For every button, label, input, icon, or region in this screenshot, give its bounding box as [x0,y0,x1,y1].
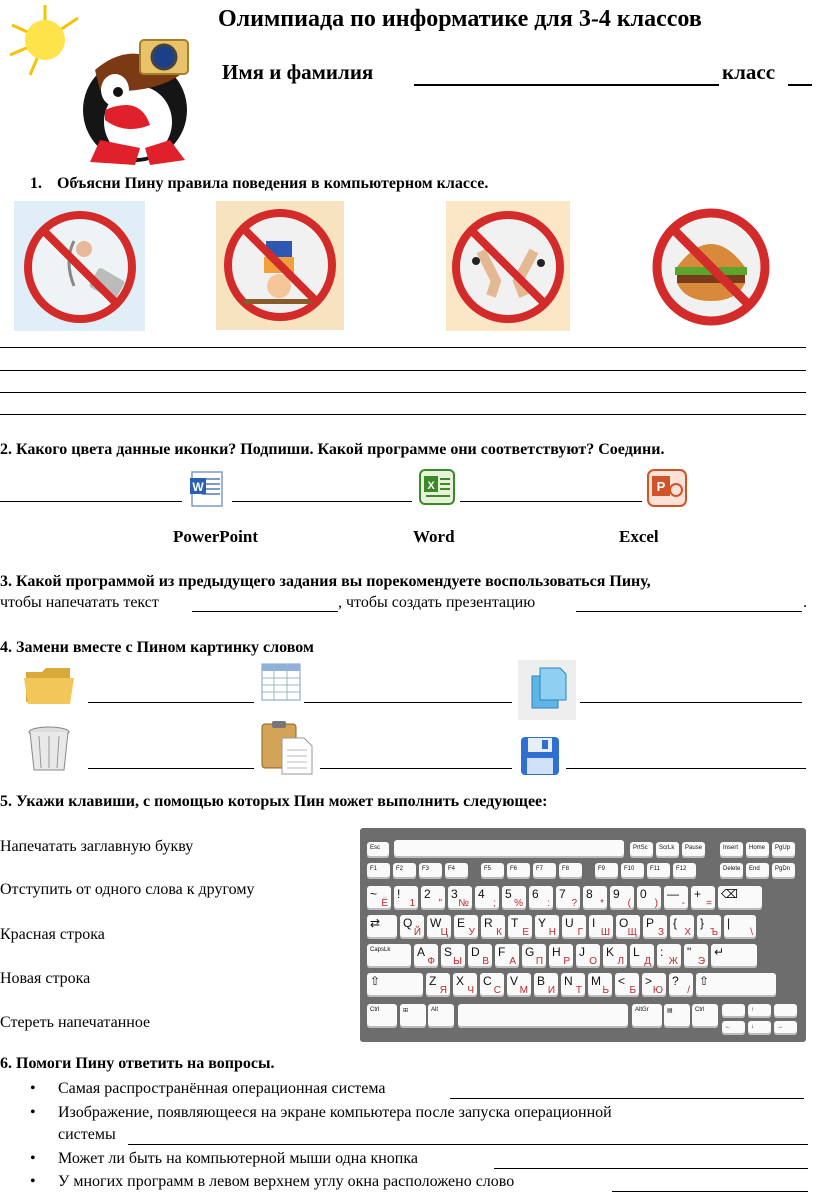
key-row4-12: ↵ [711,944,757,968]
task6-blank-menu-word[interactable] [612,1191,808,1192]
key-row4-7: J О [576,944,600,968]
key-f9: F9 [595,863,618,879]
table-icon [260,662,302,702]
key-row2-9: 9 ( [610,886,634,910]
key-row5-4: V М [507,973,531,997]
key-row3-2: W Ц [427,915,451,939]
key-row4-10: : Ж [657,944,681,968]
task5-item-new-line: Новая строка [0,970,91,987]
key-row3-7: U Г [562,915,586,939]
key-row6-4: ▤ [664,1004,690,1028]
key-row3-12: } Ъ [697,915,721,939]
task2-text: 2. Какого цвета данные иконки? Подпиши. Какой программе они соответствуют? Соедини. [0,441,665,458]
key-row6-3: AltGr [632,1004,662,1028]
key-pgdn: PgDn [772,863,795,879]
key-row6-5: Ctrl [692,1004,718,1028]
key-row3-6: Y Н [535,915,559,939]
task1-answer-line-1[interactable] [0,347,806,348]
key-f5: F5 [481,863,504,879]
key-pause: Pause [682,842,705,858]
key-f12: F12 [673,863,696,879]
key-row4-2: S Ы [441,944,465,968]
key-row3-1: Q Й [400,915,424,939]
key-row4-1: A Ф [414,944,438,968]
key-arrow-right: → [774,1021,797,1035]
word-icon [188,470,230,508]
key-row4-6: H Р [549,944,573,968]
key-prtsc: PrtSc [630,842,653,858]
task6-question-os: Самая распространённая операционная система [58,1080,386,1097]
svg-text:P: P [656,479,666,494]
key-f8: F8 [559,863,582,879]
key-row6-0: Ctrl [367,1004,397,1028]
key-blank-1 [722,1004,745,1018]
key-row5-1: Z Я [426,973,450,997]
task3-question: 3. Какой программой из предыдущего задания вы порекомендуете воспользоваться Пину, [0,573,651,590]
task6-question-menu-word: У многих программ в левом верхнем углу окна расположено слово [58,1173,515,1190]
key-row3-5: T Е [508,915,532,939]
task3-presentation-part: , чтобы создать презентацию [338,594,536,611]
floppy-save-icon [520,736,560,776]
no-food-sign-image [647,201,775,331]
excel-icon [418,468,456,506]
name-label: Имя и фамилия [222,60,374,84]
powerpoint-icon [646,468,688,508]
key-row2-13: ⌫ [718,886,762,910]
key-row5-2: X Ч [453,973,477,997]
class-label: класс [722,60,776,84]
key-row2-4: 4 ; [475,886,499,910]
key-row2-5: 5 % [502,886,526,910]
key-esc: Esc [367,842,389,858]
key-row5-10: ? / [669,973,693,997]
task1-answer-line-4[interactable] [0,414,806,415]
key-row3-11: { Х [670,915,694,939]
task3-blank-presentation[interactable] [576,611,802,612]
task2-blank-3[interactable] [460,501,642,502]
program-label-word: Word [413,527,455,546]
recycle-bin-icon [24,724,74,774]
key-row3-3: E У [454,915,478,939]
key-row2-6: 6 : [529,886,553,910]
folder-icon [22,662,76,708]
task6-blank-mouse[interactable] [494,1168,808,1169]
task5-item-word-space: Отступить от одного слова к другому [0,881,255,898]
task6-blank-image[interactable] [128,1144,808,1145]
key-f1: F1 [367,863,390,879]
key-row4-8: K Л [603,944,627,968]
key-row6-2: Alt [428,1004,454,1028]
name-blank-line[interactable] [414,84,719,86]
key-f6: F6 [507,863,530,879]
key-scrlk: ScrLk [656,842,679,858]
key-row5-11: ⇧ [696,973,776,997]
task4-blank-recycle[interactable] [88,768,254,769]
key-row5-9: > Ю [642,973,666,997]
task6-question-image-cont: системы [58,1126,116,1143]
task6-blank-os[interactable] [450,1098,804,1099]
task6-question-image: Изображение, появляющееся на экране компьютера после запуска операционной [58,1104,612,1121]
bullet-3: • [30,1150,36,1167]
key-row5-8: < Б [615,973,639,997]
key-row4-0: CapsLk [367,944,411,968]
bullet-2: • [30,1104,36,1121]
key-row5-3: C С [480,973,504,997]
key-row4-3: D В [468,944,492,968]
key-space [458,1004,628,1028]
task4-blank-table[interactable] [304,702,512,703]
task4-blank-folder[interactable] [88,702,254,703]
key-row2-8: 8 * [583,886,607,910]
key-f11: F11 [647,863,670,879]
task5-item-capital-letter: Напечатать заглавную букву [0,838,194,855]
task6-text: 6. Помоги Пину ответить на вопросы. [0,1055,275,1072]
key-end: End [746,863,769,879]
no-cables-sign-image [14,201,145,331]
key-f3: F3 [419,863,442,879]
task2-blank-2[interactable] [232,501,412,502]
key-f10: F10 [621,863,644,879]
no-climbing-sign-image [216,201,344,330]
key-row4-9: L Д [630,944,654,968]
key-blank-2 [774,1004,797,1018]
task1-text: Объясни Пину правила поведения в компьютерном классе. [57,175,489,192]
key-insert: Insert [720,842,743,858]
task4-text: 4. Замени вместе с Пином картинку словом [0,639,314,656]
copy-documents-icon [518,660,576,720]
key-delete: Delete [720,863,743,879]
key-row3-10: P З [643,915,667,939]
bullet-4: • [30,1173,36,1190]
key-row2-1: ! 1 [394,886,418,910]
task2-blank-1[interactable] [0,501,182,502]
key-row5-0: ⇧ [367,973,423,997]
key-row5-7: M Ь [588,973,612,997]
key-row2-0: ~ Ё [367,886,391,910]
key-blank-bar [394,840,624,858]
key-arrow-up: ↑ [748,1004,771,1018]
task1-answer-line-2[interactable] [0,370,806,371]
key-row2-2: 2 " [421,886,445,910]
svg-text:X: X [427,480,435,492]
task5-item-indent: Красная строка [0,926,105,943]
key-row2-10: 0 ) [637,886,661,910]
task6-question-mouse: Может ли быть на компьютерной мыши одна кнопка [58,1150,418,1167]
task4-blank-save[interactable] [566,768,806,769]
key-row2-3: 3 № [448,886,472,910]
svg-text:W: W [192,480,204,494]
program-label-powerpoint: PowerPoint [173,527,258,546]
key-row5-6: N Т [561,973,585,997]
task1-answer-line-3[interactable] [0,392,806,393]
key-row3-4: R К [481,915,505,939]
key-row2-7: 7 ? [556,886,580,910]
key-f2: F2 [393,863,416,879]
clipboard-paste-icon [260,720,316,776]
task5-item-delete: Стереть напечатанное [0,1014,151,1031]
task5-text: 5. Укажи клавиши, с помощью которых Пин может выполнить следующее: [0,793,548,810]
key-row4-4: F А [495,944,519,968]
class-blank-line[interactable] [788,84,812,86]
key-row4-11: " Э [684,944,708,968]
bullet-1: • [30,1080,36,1097]
key-row2-11: — - [664,886,688,910]
key-row5-5: B И [534,973,558,997]
key-row3-8: I Ш [589,915,613,939]
keyboard-image [360,828,806,1042]
key-row2-12: + = [691,886,715,910]
key-row3-13: | \ [724,915,756,939]
no-dirty-hands-sign-image [446,201,570,331]
task3-period: . [803,594,807,611]
task4-blank-paste[interactable] [320,768,512,769]
task3-blank-text[interactable] [192,611,338,612]
task4-blank-copy[interactable] [580,702,802,703]
key-pgup: PgUp [772,842,795,858]
program-label-excel: Excel [619,527,659,546]
key-arrow-left: ← [722,1021,745,1035]
penguin-mascot-image [0,0,215,170]
key-row4-5: G П [522,944,546,968]
task1-number: 1. [30,175,42,192]
page-title: Олимпиада по информатике для 3-4 классов [218,6,702,32]
key-row3-9: O Щ [616,915,640,939]
key-row6-1: ⊞ [400,1004,426,1028]
key-row3-0: ⇄ [367,915,397,939]
key-home: Home [746,842,769,858]
key-arrow-down: ↓ [748,1021,771,1035]
task3-text-part: чтобы напечатать текст [0,594,159,611]
key-f7: F7 [533,863,556,879]
key-f4: F4 [445,863,468,879]
